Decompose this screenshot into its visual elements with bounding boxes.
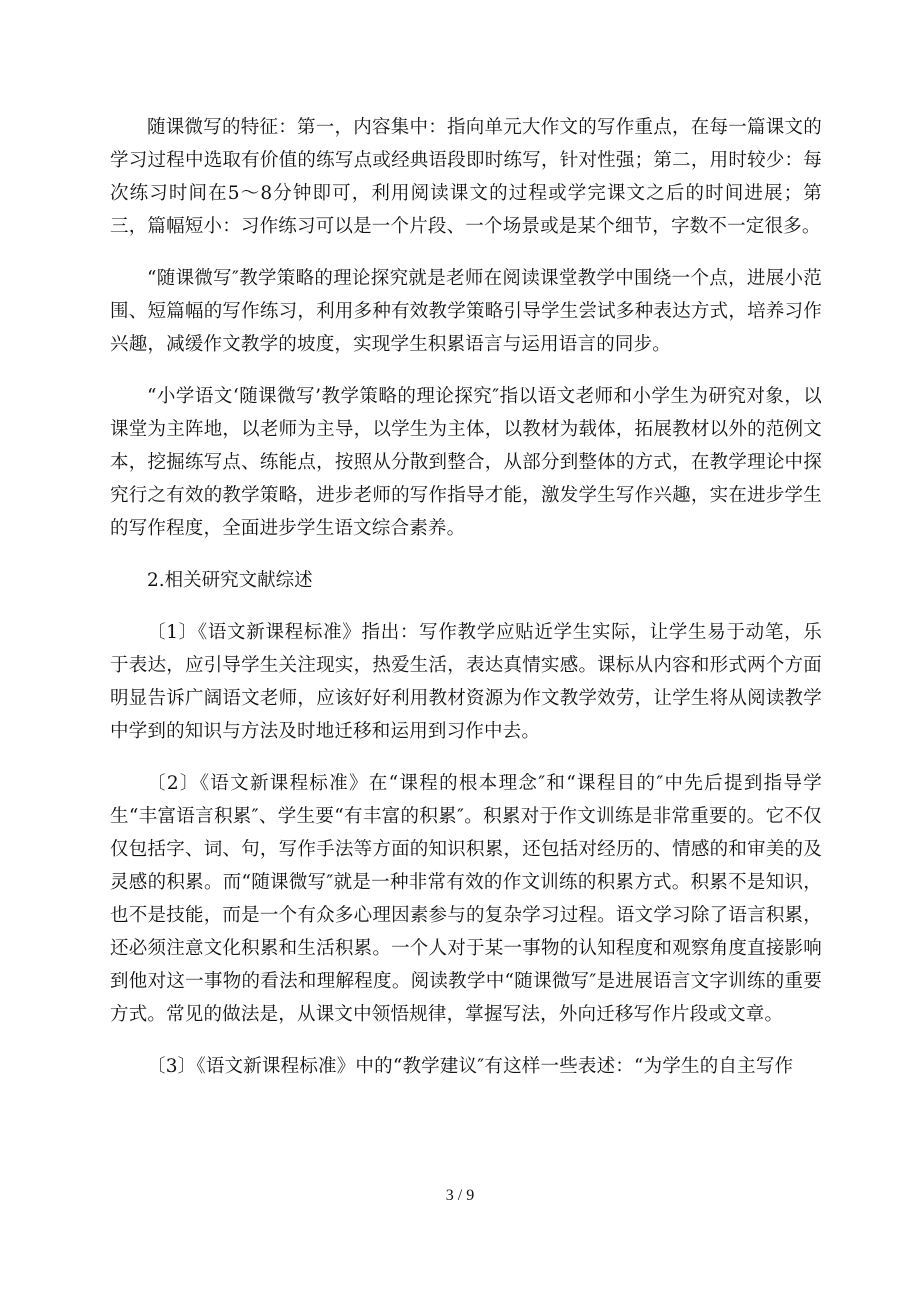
paragraph-features: 随课微写的特征：第一，内容集中：指向单元大作文的写作重点，在每一篇课文的学习过程中选取有价值的练写点或经典语段即时练写，针对性强；第二，用时较少：每次练习时间在5～8分钟即可，利用阅读课文的过程或学完课文之后的时间进展；第三，篇幅短小：习作练习可以是一个片段、一个场景或是某个细节，字数不一定很多。 — [110, 117, 822, 237]
reference-item-3: 〔3〕《语文新课程标准》中的“教学建议″有这样一些表述：“为学生的自主写作 — [147, 1056, 794, 1077]
reference-item-2: 〔2〕《语文新课程标准》在“课程的根本理念″和“课程目的″中先后提到指导学生“丰富语言积累″、学生要“有丰富的积累″。积累对于作文训练是非常重要的。它不仅仅包括字、词、句，写作手法等方面的知识积累，还包括对经历的、情感的和审美的及灵感的积累。而“随课微写″就是一种非常有效的作文训练的积累方式。积累不是知识，也不是技能，而是一个有众多心理因素参与的复杂学习过程。语文学习除了语言积累，还必须注意文化积累和生活积累。一个人对于某一事物的认知程度和观察角度直接影响到他对这一事物的看法和理解程度。阅读教学中“随课微写″是进展语言文字训练的重要方式。常见的做法是，从课文中领悟规律，掌握写法，外向迁移写作片段或文章。 — [110, 773, 822, 1025]
reference-item-1: 〔1〕《语文新课程标准》指出：写作教学应贴近学生实际，让学生易于动笔，乐于表达，应引导学生关注现实，热爱生活，表达真情实感。课标从内容和形式两个方面明显告诉广阔语文老师，应该好好利用教材资源为作文教学效劳，让学生将从阅读教学中学到的知识与方法及时地迁移和运用到习作中去。 — [110, 622, 822, 742]
paragraph-research-scope: “小学语文‘随课微写’教学策略的理论探究″指以语文老师和小学生为研究对象，以课堂为主阵地，以老师为主导，以学生为主体，以教材为载体，拓展教材以外的范例文本，挖掘练写点、练能点，按照从分散到整合，从部分到整体的方式，在教学理论中探究行之有效的教学策略，进步老师的写作指导才能，激发学生写作兴趣，实在进步学生的写作程度，全面进步学生语文综合素养。 — [110, 386, 822, 539]
paragraph-definition: “随课微写″教学策略的理论探究就是老师在阅读课堂教学中围绕一个点，进展小范围、短篇幅的写作练习，利用多种有效教学策略引导学生尝试多种表达方式，培养习作兴趣，减缓作文教学的坡度，实现学生积累语言与运用语言的同步。 — [110, 268, 822, 355]
page-number: 3 / 9 — [445, 1187, 475, 1204]
page-content — [110, 111, 822, 1102]
section-heading: 2.相关研究文献综述 — [147, 570, 313, 591]
